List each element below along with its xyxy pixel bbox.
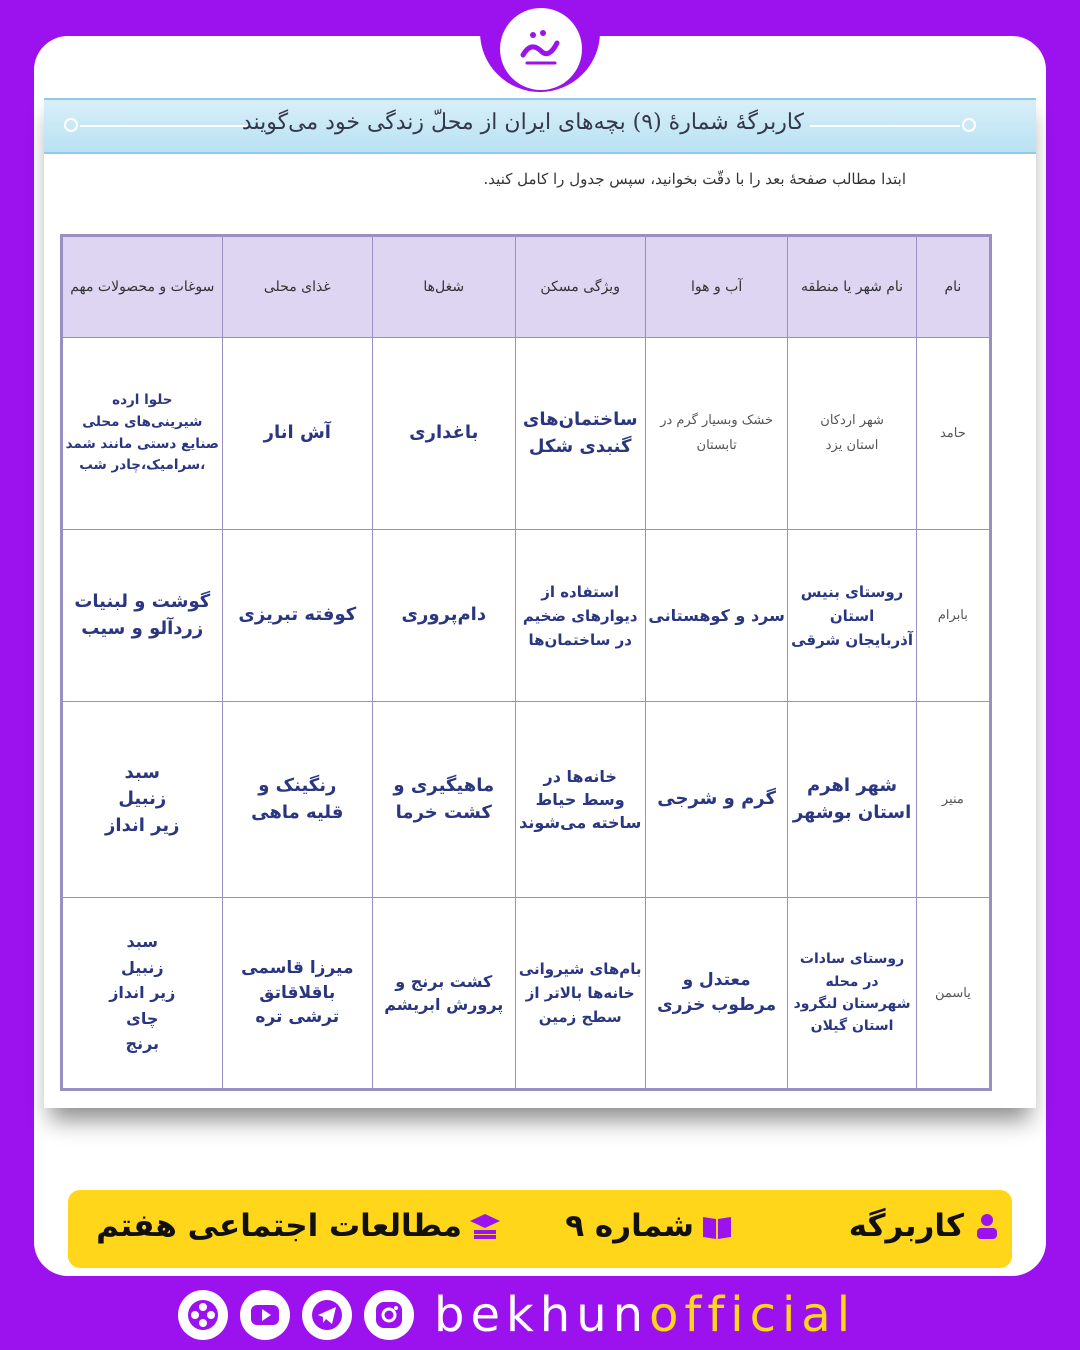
- column-header: نام: [916, 236, 990, 338]
- telegram-icon[interactable]: [302, 1290, 352, 1340]
- column-header: سوغات و محصولات مهم: [62, 236, 223, 338]
- film-reel-icon[interactable]: [178, 1290, 228, 1340]
- column-header: غذای محلی: [222, 236, 372, 338]
- climate-cell: سرد و کوهستانی: [645, 530, 787, 702]
- footer-label: مطالعات اجتماعی هفتم: [96, 1208, 462, 1244]
- footer-label: شماره ۹: [565, 1208, 694, 1244]
- footer-item-number: [565, 1208, 734, 1244]
- logo-icon: [500, 8, 582, 90]
- food-cell: کوفته تبریزی: [222, 530, 372, 702]
- jobs-cell: کشت برنج و پرورش ابریشم: [373, 898, 515, 1090]
- housing-cell: ساختمان‌های گنبدی شکل: [515, 338, 645, 530]
- column-header: ویژگی مسکن: [515, 236, 645, 338]
- book-icon: [700, 1209, 734, 1243]
- city-cell: روستای سادات در محله شهرستان لنگرود استان گیلان: [788, 898, 916, 1090]
- graduation-cap-icon: [468, 1209, 502, 1243]
- jobs-cell: دام‌پروری: [373, 530, 515, 702]
- jobs-cell: باغداری: [373, 338, 515, 530]
- instagram-icon[interactable]: [364, 1290, 414, 1340]
- line-ornament: [80, 125, 250, 127]
- table-row: [62, 338, 991, 530]
- table-row: [62, 530, 991, 702]
- youtube-icon[interactable]: [240, 1290, 290, 1340]
- column-header: نام شهر یا منطقه: [788, 236, 916, 338]
- worksheet-title: کاربرگۀ شمارۀ (۹) بچه‌های ایران از محلّ زندگی خود می‌گویند: [241, 110, 804, 135]
- table-row: [62, 702, 991, 898]
- column-header: شغل‌ها: [373, 236, 515, 338]
- city-cell: روستای بنیس استان آذربایجان شرقی: [788, 530, 916, 702]
- brand-name: bekhunofficial: [434, 1287, 857, 1343]
- climate-cell: گرم و شرجی: [645, 702, 787, 898]
- housing-cell: استفاده از دیوارهای ضخیم در ساختمان‌ها: [515, 530, 645, 702]
- ring-ornament: [64, 118, 78, 132]
- housing-cell: خانه‌ها در وسط حیاط ساخته می‌شوند: [515, 702, 645, 898]
- souvenirs-cell: سبد زنبیل زیر انداز چای برنج: [62, 898, 223, 1090]
- footer-label: کاربرگه: [848, 1208, 964, 1244]
- name-cell: منیر: [916, 702, 990, 898]
- city-cell: شهر اهرم استان بوشهر: [788, 702, 916, 898]
- housing-cell: بام‌های شیروانی خانه‌ها بالاتر از سطح زمین: [515, 898, 645, 1090]
- food-cell: آش انار: [222, 338, 372, 530]
- souvenirs-cell: حلوا ارده شیرینی‌های محلی صنایع دستی مانند شمد ،سرامیک،چادر شب: [62, 338, 223, 530]
- city-cell: شهر اردکان استان یزد: [788, 338, 916, 530]
- user-icon: [970, 1209, 1004, 1243]
- worksheet-instruction: ابتدا مطالب صفحۀ بعد را با دقّت بخوانید، سپس جدول را کامل کنید.: [483, 170, 906, 188]
- climate-cell: معتدل و مرطوب خزری: [645, 898, 787, 1090]
- climate-cell: خشک وبسیار گرم در تابستان: [645, 338, 787, 530]
- food-cell: میرزا قاسمی باقلاقاتق ترشی تره: [222, 898, 372, 1090]
- footer-item-worksheet: [849, 1208, 1004, 1244]
- social-bar: [178, 1287, 857, 1343]
- name-cell: بابرام: [916, 530, 990, 702]
- food-cell: رنگینک و قلیه ماهی: [222, 702, 372, 898]
- worksheet-title-bar: [44, 98, 1036, 154]
- worksheet: [44, 92, 1036, 1108]
- name-cell: یاسمن: [916, 898, 990, 1090]
- data-table: [60, 234, 992, 1091]
- name-cell: حامد: [916, 338, 990, 530]
- ring-ornament: [962, 118, 976, 132]
- footer-banner: [68, 1190, 1012, 1268]
- souvenirs-cell: سبد زنبیل زیر انداز: [62, 702, 223, 898]
- table-row: [62, 898, 991, 1090]
- column-header: آب و هوا: [645, 236, 787, 338]
- footer-item-subject: [96, 1208, 502, 1244]
- jobs-cell: ماهیگیری و کشت خرما: [373, 702, 515, 898]
- souvenirs-cell: گوشت و لبنیات زردآلو و سیب: [62, 530, 223, 702]
- line-ornament: [810, 125, 960, 127]
- table-header-row: [62, 236, 991, 338]
